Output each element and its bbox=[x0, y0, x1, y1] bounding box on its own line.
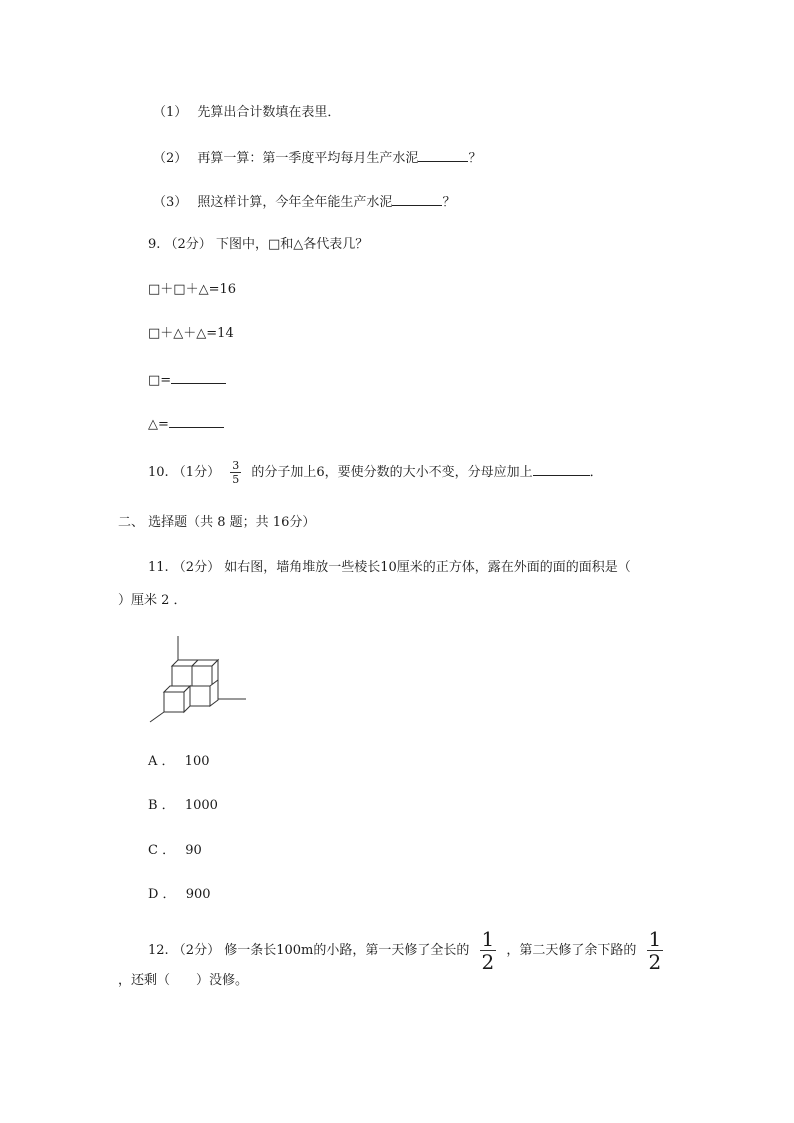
option-letter: A ． bbox=[148, 754, 175, 769]
option-c[interactable] bbox=[148, 842, 202, 860]
question-11-line-1: 11. （2分） 如右图，墙角堆放一些棱长10厘米的正方体，露在外面的面的面积是（ bbox=[148, 560, 631, 575]
fraction-denominator: 2 bbox=[481, 950, 495, 974]
sub-item-3 bbox=[153, 192, 455, 212]
answer-square bbox=[148, 370, 226, 390]
question-11-line-2: ）厘米 2 ． bbox=[118, 593, 187, 608]
fraction-denominator: 5 bbox=[232, 473, 240, 486]
equation-1: □＋□＋△=16 bbox=[148, 282, 236, 297]
sub-item-text: 再算一算：第一季度平均每月生产水泥 bbox=[197, 151, 419, 166]
fraction-denominator: 2 bbox=[648, 950, 662, 974]
sub-item-number: （2） bbox=[153, 151, 188, 166]
cubes-figure bbox=[148, 632, 248, 724]
sub-item-number: （3） bbox=[153, 195, 188, 210]
sub-item-text: 先算出合计数填在表里． bbox=[197, 105, 341, 120]
question-12-line-1 bbox=[148, 925, 669, 977]
answer-blank[interactable] bbox=[171, 370, 226, 384]
answer-triangle-label: △= bbox=[148, 417, 169, 432]
option-value: 90 bbox=[185, 843, 202, 858]
question-12-line-2: ，还剩（ ）没修。 bbox=[118, 973, 249, 988]
answer-blank[interactable] bbox=[418, 148, 468, 162]
question-10-prefix: 10. （1分） bbox=[148, 465, 221, 480]
answer-triangle bbox=[148, 414, 224, 434]
option-b[interactable] bbox=[148, 797, 218, 815]
option-d[interactable] bbox=[148, 886, 211, 904]
question-10-end: ． bbox=[589, 465, 603, 480]
fraction-numerator: 1 bbox=[648, 927, 662, 951]
sub-item-number: （1） bbox=[153, 105, 188, 120]
answer-blank[interactable] bbox=[392, 192, 442, 206]
option-value: 1000 bbox=[184, 798, 218, 813]
sub-item-end: ？ bbox=[442, 195, 456, 210]
question-10 bbox=[148, 456, 603, 490]
option-letter: B ． bbox=[148, 798, 175, 813]
sub-item-2 bbox=[153, 148, 481, 168]
answer-square-label: □= bbox=[148, 373, 172, 388]
sub-item-1 bbox=[153, 104, 340, 122]
fraction-numerator: 3 bbox=[232, 459, 240, 472]
question-12-prefix: 12. （2分） 修一条长100m的小路，第一天修了全长的 bbox=[148, 943, 470, 958]
floor-diagonal bbox=[150, 712, 164, 722]
fraction-three-fifths bbox=[230, 460, 241, 485]
question-10-text: 的分子加上6，要使分数的大小不变，分母应加上 bbox=[251, 465, 533, 480]
fraction-one-half bbox=[647, 929, 664, 972]
option-letter: D ． bbox=[148, 887, 176, 902]
fraction-one-half bbox=[480, 929, 497, 972]
option-letter: C ． bbox=[148, 843, 176, 858]
fraction-numerator: 1 bbox=[481, 927, 495, 951]
option-a[interactable] bbox=[148, 753, 210, 771]
equation-2: □＋△＋△=14 bbox=[148, 326, 234, 341]
option-value: 100 bbox=[184, 754, 210, 769]
question-9-header: 9. （2分） 下图中，□和△各代表几？ bbox=[148, 237, 369, 252]
option-value: 900 bbox=[185, 887, 211, 902]
section-title: 二、 选择题（共 8 题；共 16分） bbox=[118, 515, 316, 530]
answer-blank[interactable] bbox=[169, 414, 224, 428]
sub-item-end: ？ bbox=[468, 151, 482, 166]
answer-blank[interactable] bbox=[533, 462, 590, 476]
question-12-middle: ，第二天修了余下路的 bbox=[506, 943, 637, 958]
sub-item-text: 照这样计算，今年全年能生产水泥 bbox=[197, 195, 393, 210]
